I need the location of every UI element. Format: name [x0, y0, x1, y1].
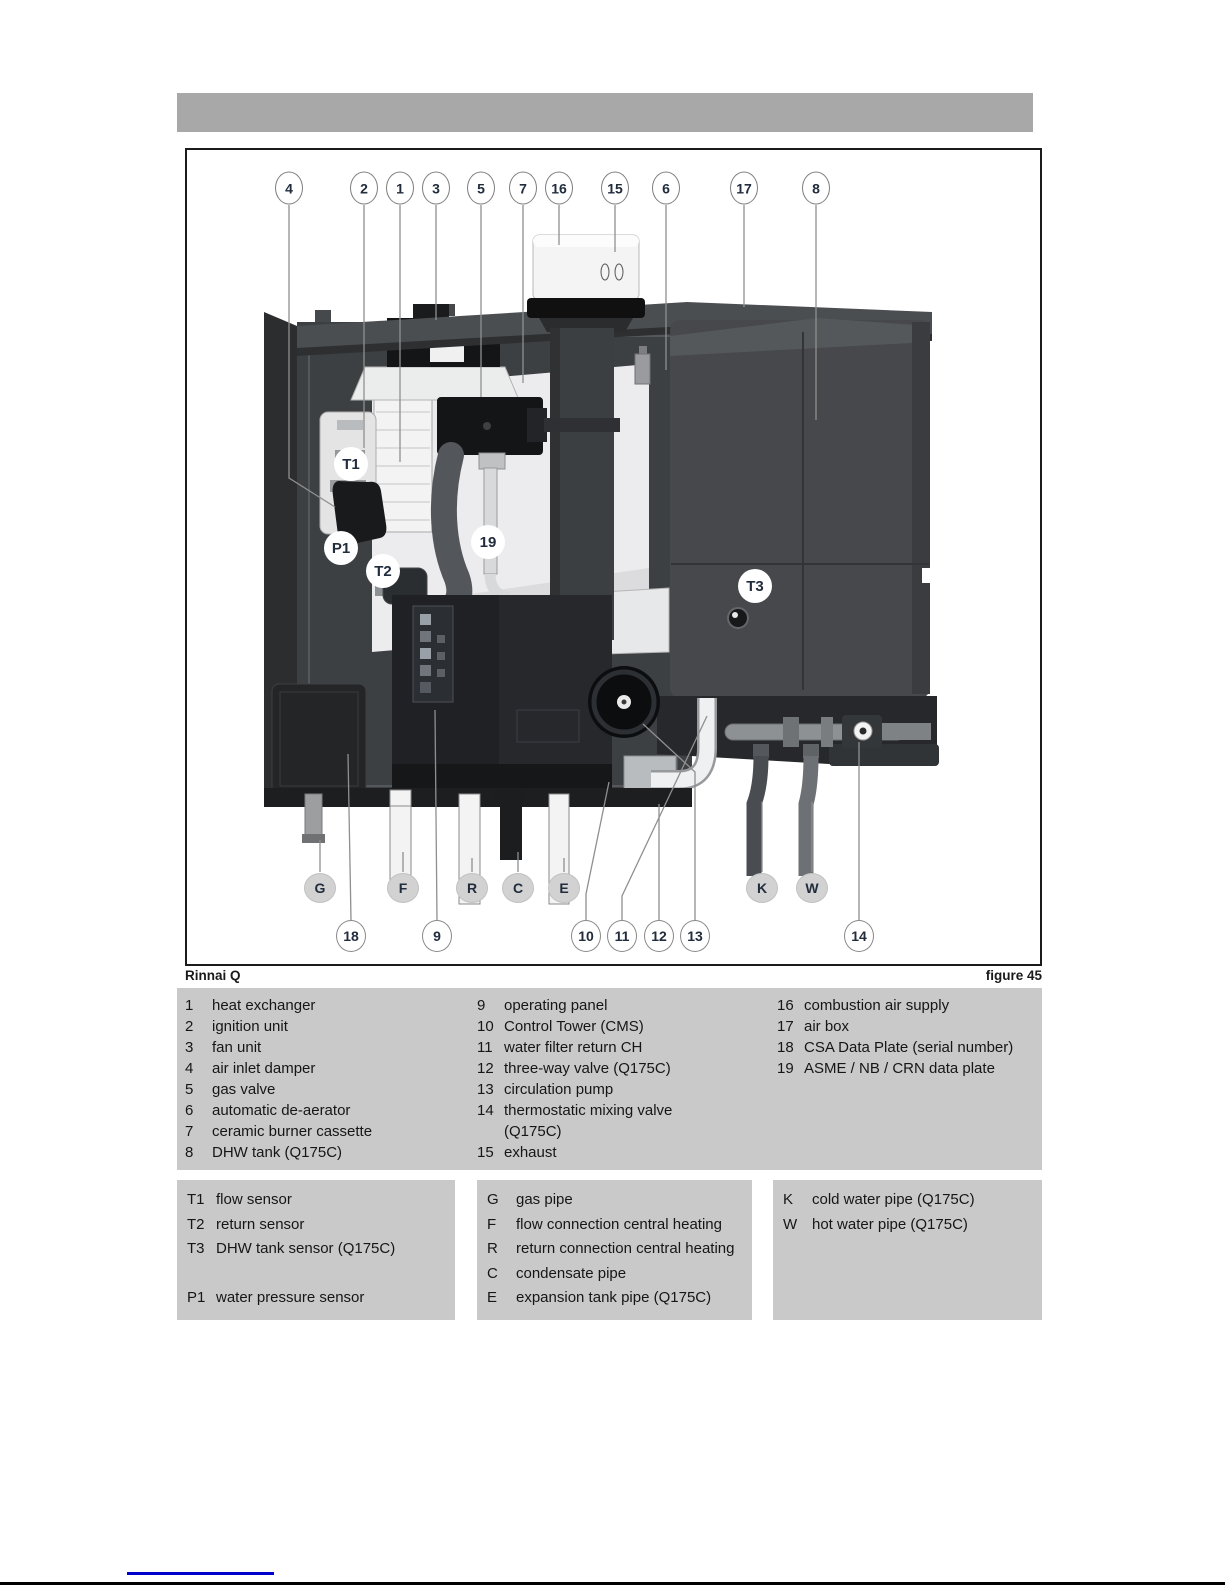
- figure-frame: [185, 148, 1042, 966]
- callout-port-E: E: [548, 873, 580, 903]
- legend-row: [185, 1121, 477, 1142]
- legend-row: [185, 1037, 477, 1058]
- legend-label: exhaust: [504, 1144, 557, 1161]
- legend-row: [477, 1037, 777, 1058]
- legend-label: cold water pipe (Q175C): [812, 1191, 975, 1208]
- callout-16: 16: [545, 172, 573, 205]
- legend-row: [185, 1058, 477, 1079]
- legend-row: [477, 1016, 777, 1037]
- legend-label: thermostatic mixing valve (Q175C): [504, 1102, 673, 1140]
- legend-row: [185, 1016, 477, 1037]
- callout-7: 7: [509, 172, 537, 205]
- legend-row: [783, 1188, 1042, 1213]
- callout-12: 12: [644, 920, 674, 952]
- callout-6: 6: [652, 172, 680, 205]
- legend-label: ignition unit: [212, 1018, 288, 1035]
- legend-key: R: [487, 1240, 498, 1257]
- air-supply-cylinder-shape: [527, 235, 645, 318]
- legend-row: [777, 1058, 1042, 1079]
- legend-key: 4: [185, 1060, 194, 1077]
- legend-label: circulation pump: [504, 1081, 614, 1098]
- legend-row: [187, 1188, 455, 1213]
- legend-row: [477, 995, 777, 1016]
- legend-key: P1: [187, 1288, 206, 1306]
- callout-2: 2: [350, 172, 378, 205]
- cold-water-pipe-shape: [754, 756, 761, 876]
- callout-T3: T3: [738, 569, 772, 603]
- callout-T1: T1: [334, 447, 368, 481]
- legend-sensors-group2: [187, 1286, 455, 1311]
- legend-key: W: [783, 1215, 798, 1233]
- callout-18: 18: [336, 920, 366, 952]
- legend-key: 11: [477, 1039, 493, 1056]
- legend-row: [185, 1142, 477, 1163]
- callout-T2: T2: [366, 554, 400, 588]
- legend-parts: [177, 988, 1042, 1170]
- legend-label: gas pipe: [516, 1191, 573, 1208]
- legend-label: condensate pipe: [516, 1264, 627, 1282]
- legend-label: flow connection central heating: [516, 1215, 722, 1233]
- legend-label: DHW tank (Q175C): [212, 1144, 343, 1161]
- legend-label: return connection central heating: [516, 1240, 735, 1257]
- legend-label: return sensor: [216, 1215, 305, 1233]
- control-tower-shape: [392, 595, 612, 790]
- legend-key: 6: [185, 1102, 194, 1119]
- callout-14: 14: [844, 920, 874, 952]
- legend-row: [477, 1100, 777, 1142]
- callout-13: 13: [680, 920, 710, 952]
- legend-label: Control Tower (CMS): [504, 1018, 644, 1035]
- legend-key: 13: [477, 1081, 494, 1098]
- legend-label: heat exchanger: [212, 997, 316, 1014]
- circulation-pump-shape: [588, 666, 660, 738]
- legend-key: C: [487, 1264, 498, 1282]
- legend-key: 15: [477, 1144, 494, 1161]
- legend-key: 10: [477, 1018, 494, 1035]
- legend-key: 12: [477, 1060, 494, 1077]
- legend-row: [187, 1286, 455, 1311]
- legend-key: 2: [185, 1018, 194, 1035]
- legend-label: three-way valve (Q175C): [504, 1060, 671, 1077]
- callout-1: 1: [386, 172, 414, 205]
- callout-port-W: W: [796, 873, 828, 903]
- legend-row: [477, 1079, 777, 1100]
- legend-key: 19: [777, 1060, 794, 1077]
- footer-link-underline: [127, 1572, 274, 1575]
- legend-key: T2: [187, 1215, 205, 1233]
- legend-key: 9: [477, 997, 486, 1014]
- callout-8: 8: [802, 172, 830, 205]
- dhw-tank-shape: [670, 318, 930, 698]
- legend-row: [185, 1100, 477, 1121]
- hot-water-pipe-shape: [806, 756, 811, 876]
- legend-key: 8: [185, 1144, 194, 1161]
- legend-pipes: [477, 1180, 752, 1320]
- legend-key: T3: [187, 1240, 205, 1257]
- callout-port-R: R: [456, 873, 488, 903]
- figure-brand: Rinnai Q: [185, 968, 241, 983]
- legend-label: air box: [804, 1018, 850, 1035]
- legend-sensors-group1: [187, 1188, 455, 1262]
- callout-5: 5: [467, 172, 495, 205]
- legend-label: flow sensor: [216, 1191, 292, 1208]
- legend-key: 3: [185, 1039, 194, 1056]
- legend-row: [487, 1237, 752, 1262]
- legend-row: [187, 1213, 455, 1238]
- legend-row: [187, 1237, 455, 1262]
- legend-key: 5: [185, 1081, 194, 1098]
- figure-number: figure 45: [985, 968, 1042, 983]
- legend-key: 7: [185, 1123, 194, 1140]
- legend-parts-col2: [477, 995, 777, 1170]
- legend-label: water filter return CH: [504, 1039, 643, 1056]
- callout-port-G: G: [304, 873, 336, 903]
- callout-15: 15: [601, 172, 629, 205]
- legend-sensors: [177, 1180, 455, 1320]
- legend-row: [777, 1037, 1042, 1058]
- legend-parts-col1: [185, 995, 477, 1170]
- callout-11: 11: [607, 920, 637, 952]
- legend-label: ASME / NB / CRN data plate: [804, 1060, 995, 1077]
- legend-label: hot water pipe (Q175C): [812, 1215, 968, 1233]
- legend-key: G: [487, 1191, 499, 1208]
- legend-label: air inlet damper: [212, 1060, 316, 1077]
- callout-10: 10: [571, 920, 601, 952]
- legend-row: [487, 1188, 752, 1213]
- callout-port-F: F: [387, 873, 419, 903]
- legend-row: [185, 1079, 477, 1100]
- callout-17: 17: [730, 172, 758, 205]
- legend-row: [783, 1213, 1042, 1238]
- legend-key: 18: [777, 1039, 794, 1056]
- legend-row: [477, 1142, 777, 1163]
- legend-key: F: [487, 1215, 497, 1233]
- legend-key: 14: [477, 1102, 494, 1119]
- legend-label: water pressure sensor: [216, 1288, 365, 1306]
- csa-plate-panel-shape: [272, 684, 366, 794]
- legend-row: [777, 995, 1042, 1016]
- legend-row: [777, 1016, 1042, 1037]
- legend-label: fan unit: [212, 1039, 262, 1056]
- callout-19: 19: [471, 525, 505, 559]
- legend-label: ceramic burner cassette: [212, 1123, 373, 1140]
- figure-caption-row: [185, 968, 1042, 983]
- boiler-diagram: [187, 150, 1040, 964]
- legend-label: DHW tank sensor (Q175C): [216, 1240, 396, 1257]
- callout-9: 9: [422, 920, 452, 952]
- legend-parts-col3: [777, 995, 1042, 1170]
- callout-port-K: K: [746, 873, 778, 903]
- callout-P1: P1: [324, 531, 358, 565]
- legend-row: [477, 1058, 777, 1079]
- legend-key: 17: [777, 1018, 794, 1035]
- legend-key: 1: [185, 997, 194, 1014]
- legend-label: CSA Data Plate (serial number): [804, 1039, 1014, 1056]
- legend-water: [773, 1180, 1042, 1320]
- legend-label: expansion tank pipe (Q175C): [516, 1289, 712, 1306]
- callout-3: 3: [422, 172, 450, 205]
- legend-row: [487, 1286, 752, 1311]
- legend-row: [487, 1262, 752, 1287]
- legend-key: T1: [187, 1191, 205, 1208]
- callout-4: 4: [275, 172, 303, 205]
- legend-label: gas valve: [212, 1081, 276, 1098]
- legend-label: automatic de-aerator: [212, 1102, 351, 1119]
- legend-row: [185, 995, 477, 1016]
- legend-key: 16: [777, 997, 794, 1014]
- legend-key: K: [783, 1191, 794, 1208]
- section-header-bar: [177, 93, 1033, 132]
- legend-label: operating panel: [504, 997, 608, 1014]
- legend-label: combustion air supply: [804, 997, 950, 1014]
- callout-port-C: C: [502, 873, 534, 903]
- legend-row: [487, 1213, 752, 1238]
- legend-key: E: [487, 1289, 498, 1306]
